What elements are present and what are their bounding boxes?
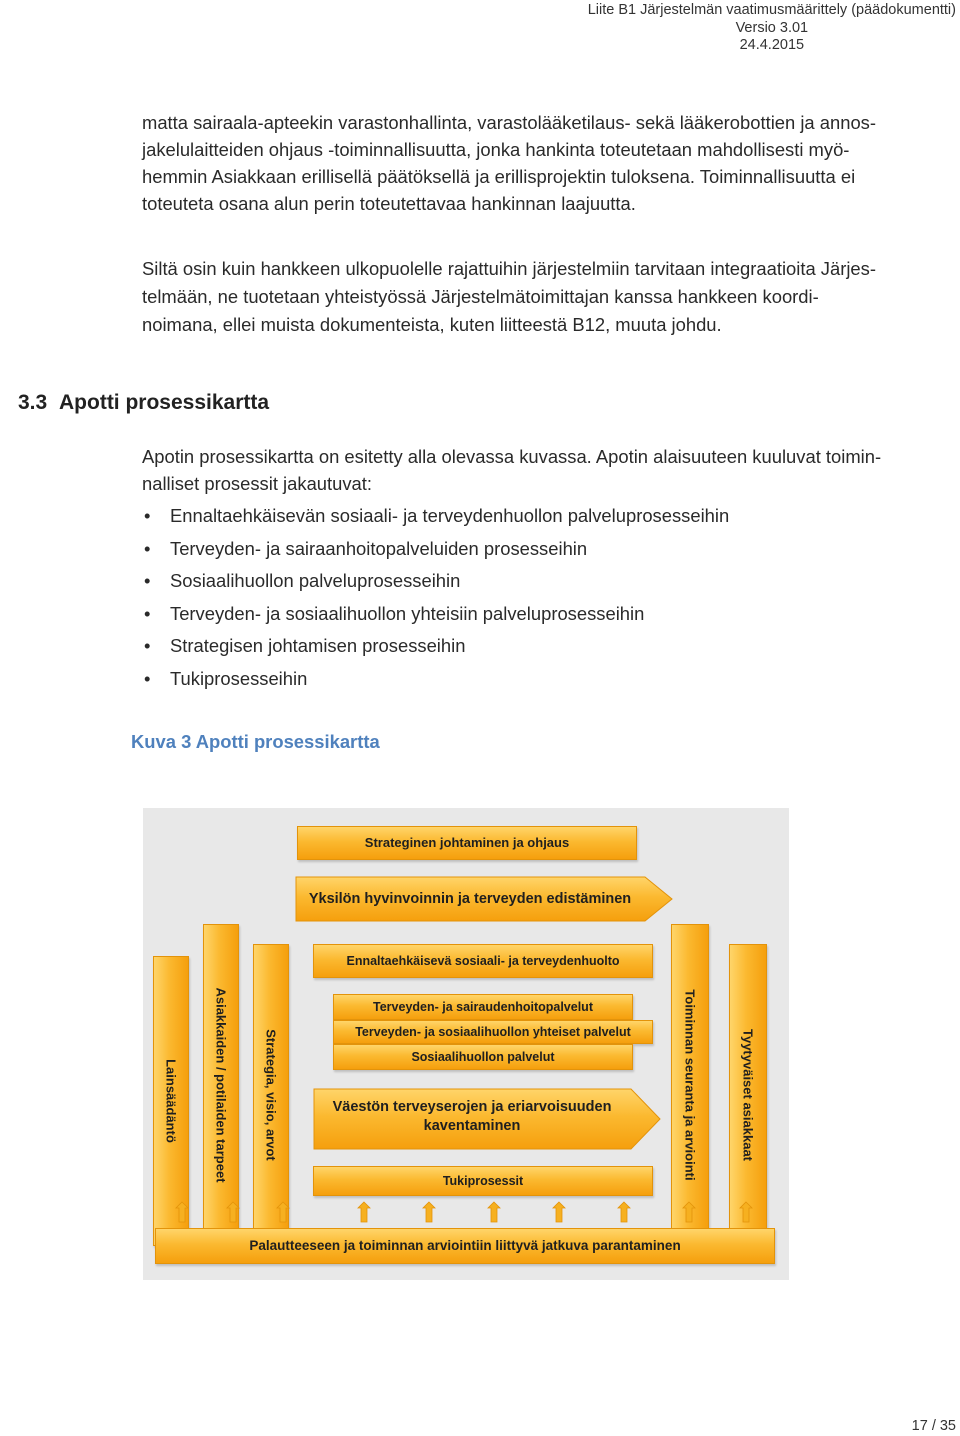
paragraph-line: telmään, ne tuotetaan yhteistyössä Järjestelmätoimittajan kanssa hankkeen koordi- — [142, 286, 819, 307]
paragraph-line: Apotin prosessikartta on esitetty alla olevassa kuvassa. Apotin alaisuuteen kuuluvat toimin- — [142, 446, 882, 467]
paragraph-2 — [142, 255, 942, 339]
paragraph-line: jakelulaitteiden ohjaus -toiminnallisuutta, jonka hankinta toteutetaan mahdollisesti myö- — [142, 139, 850, 160]
paragraph-line: Siltä osin kuin hankkeen ulkopuolelle rajattuihin järjestelmiin tarvitaan integraatioita Järjes- — [142, 258, 876, 279]
process-map-diagram — [143, 808, 789, 1280]
list-item: • Terveyden- ja sosiaalihuollon yhteisiin palveluprosesseihin — [142, 598, 729, 631]
prevention-bar: Ennaltaehkäisevä sosiaali- ja terveydenhuolto — [313, 944, 653, 978]
section-number: 3.3 — [18, 391, 48, 414]
page-number: 17 / 35 — [911, 1418, 956, 1434]
continuous-improvement-bar: Palautteeseen ja toiminnan arviointiin liittyvä jatkuva parantaminen — [155, 1228, 775, 1264]
paragraph-line: matta sairaala-apteekin varastonhallinta, varastolääketilaus- sekä lääkerobottien ja annos- — [142, 112, 877, 133]
social-services-bar: Sosiaalihuollon palvelut — [333, 1044, 633, 1070]
bullet-icon: • — [144, 635, 151, 657]
figure-caption: Kuva 3 Apotti prosessikartta — [131, 731, 380, 752]
document-date: 24.4.2015 — [739, 37, 805, 53]
paragraph-line: hemmin Asiakkaan erillisellä päätöksellä ja erillisprojektin tuloksena. Toiminnallisuutta ei — [142, 166, 856, 187]
paragraph-line: nalliset prosessit jakautuvat: — [142, 473, 372, 494]
shared-services-bar: Terveyden- ja sosiaalihuollon yhteiset palvelut — [333, 1020, 653, 1044]
section-intro — [142, 443, 881, 497]
document-header — [588, 2, 956, 55]
strategic-management-bar: Strateginen johtaminen ja ohjaus — [297, 826, 637, 860]
support-processes-bar: Tukiprosessit — [313, 1166, 653, 1196]
paragraph-1 — [142, 109, 942, 217]
bullet-icon: • — [144, 570, 151, 592]
legislation-column: Lainsäädäntö — [153, 956, 189, 1246]
health-services-bar: Terveyden- ja sairaudenhoitopalvelut — [333, 994, 633, 1020]
wellbeing-arrow-label: Yksilön hyvinvoinnin ja terveyden edistäminen — [308, 891, 632, 907]
bullet-icon: • — [144, 667, 151, 689]
monitoring-column: Toiminnan seuranta ja arviointi — [671, 924, 709, 1246]
equality-arrow-label: Väestön terveyserojen ja eriarvoisuuden kaventaminen — [332, 1099, 612, 1134]
section-title: Apotti prosessikartta — [59, 391, 270, 414]
section-heading — [18, 391, 269, 415]
list-item: • Terveyden- ja sairaanhoitopalveluiden prosesseihin — [142, 533, 729, 566]
list-item: • Ennaltaehkäisevän sosiaali- ja terveydenhuollon palveluprosesseihin — [142, 500, 729, 533]
bullet-icon: • — [144, 537, 151, 559]
bullet-icon: • — [144, 602, 151, 624]
up-arrows — [143, 1196, 789, 1226]
list-item: • Sosiaalihuollon palveluprosesseihin — [142, 565, 729, 598]
satisfied-customers-column: Tyytyväiset asiakkaat — [729, 944, 767, 1246]
paragraph-line: noimana, ellei muista dokumenteista, kuten liitteestä B12, muuta johdu. — [142, 314, 722, 335]
process-list — [142, 500, 729, 696]
bullet-icon: • — [144, 505, 151, 526]
document-version: Versio 3.01 — [735, 19, 809, 36]
document-title: Liite B1 Järjestelmän vaatimusmäärittely (päädokumentti) — [587, 2, 956, 18]
strategy-column: Strategia, visio, arvot — [253, 944, 289, 1246]
list-item: • Strategisen johtamisen prosesseihin — [142, 630, 729, 663]
paragraph-line: toteuteta osana alun perin toteutettavaa hankinnan laajuutta. — [142, 193, 636, 214]
list-item: • Tukiprosesseihin — [142, 663, 729, 696]
customer-needs-column: Asiakkaiden / potilaiden tarpeet — [203, 924, 239, 1246]
